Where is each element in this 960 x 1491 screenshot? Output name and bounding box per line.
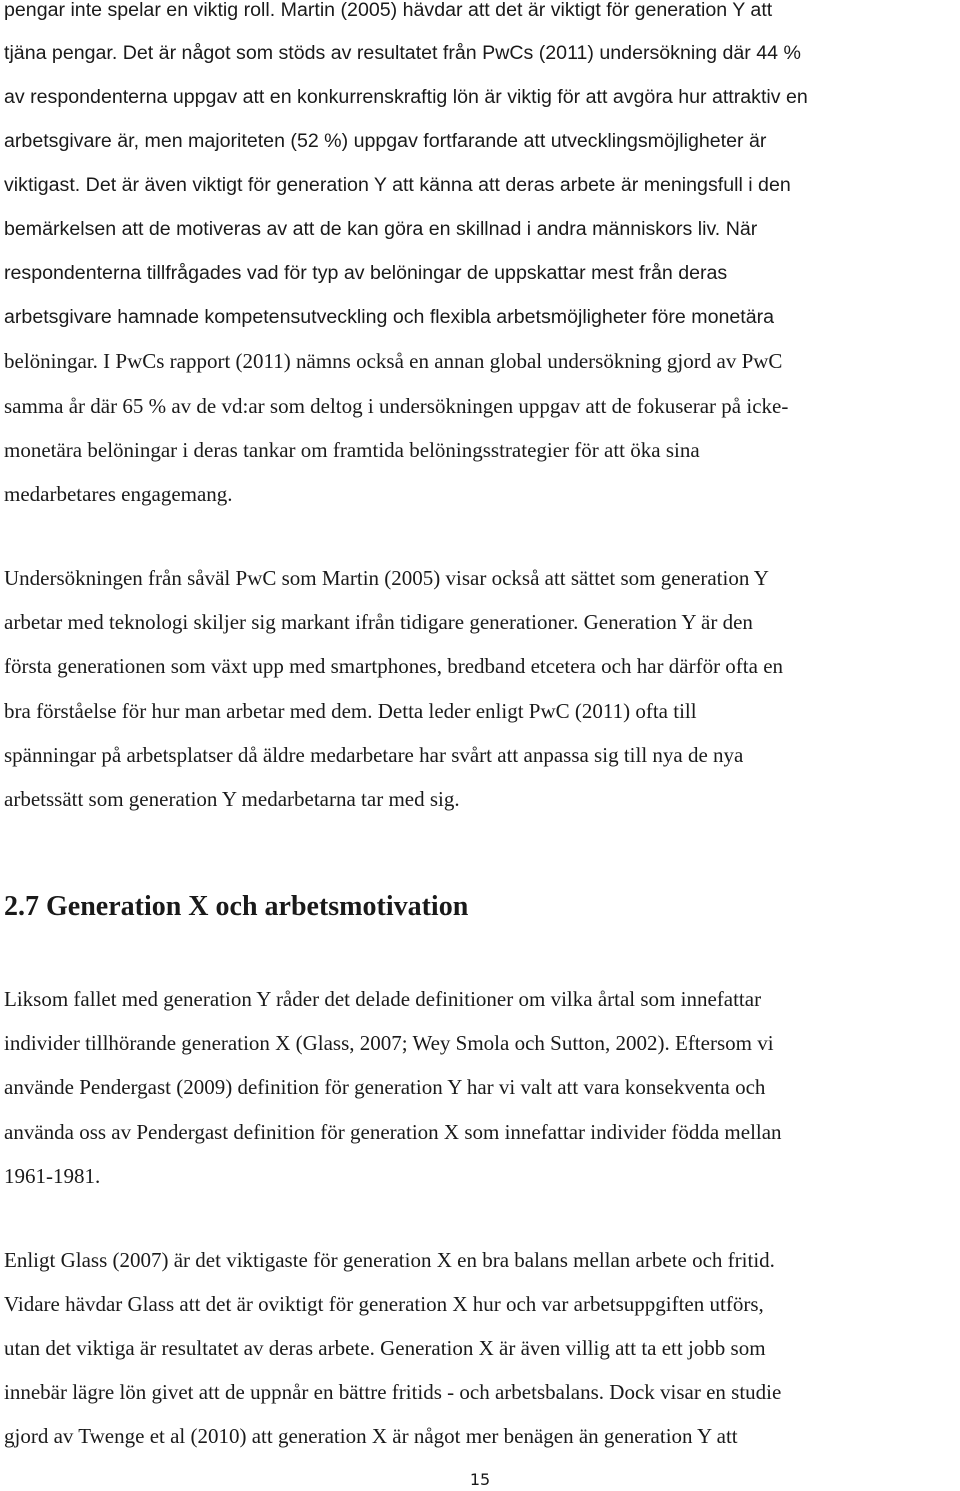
text-line: bra förståelse för hur man arbetar med dem. Detta leder enligt PwC (2011) ofta till — [4, 699, 697, 723]
text-line: första generationen som växt upp med smartphones, bredband etcetera och har därför ofta en — [4, 654, 784, 678]
text-line: Undersökningen från såväl PwC som Martin (2005) visar också att sättet som generation Y — [4, 566, 769, 590]
text-line: Liksom fallet med generation Y råder det delade definitioner om vilka årtal som innefattar — [4, 987, 762, 1011]
text-line: Vidare hävdar Glass att det är oviktigt för generation X hur och var arbetsuppgiften utförs, — [4, 1292, 764, 1316]
text-line: medarbetares engagemang. — [4, 482, 233, 506]
text-line: använde Pendergast (2009) definition för generation Y har vi valt att vara konsekventa och — [4, 1075, 766, 1099]
text-line: gjord av Twenge et al (2010) att generation X är något mer benägen än generation Y att — [4, 1424, 738, 1448]
text-line: arbetar med teknologi skiljer sig markant ifrån tidigare generationer. Generation Y är den — [4, 610, 753, 634]
text-line: arbetssätt som generation Y medarbetarna tar med sig. — [4, 787, 460, 811]
text-line: samma år där 65 % av de vd:ar som deltog i undersökningen uppgav att de fokuserar på icke- — [4, 394, 789, 418]
text-line: utan det viktiga är resultatet av deras arbete. Generation X är även villig att ta ett jobb som — [4, 1336, 766, 1360]
text-line: pengar inte spelar en viktig roll. Martin (2005) hävdar att det är viktigt för generation Y att — [4, 0, 773, 21]
text-line: tjäna pengar. Det är något som stöds av resultatet från PwCs (2011) undersökning där 44 % — [4, 42, 801, 64]
text-line: arbetsgivare är, men majoriteten (52 %) uppgav fortfarande att utvecklingsmöjligheter är — [4, 130, 767, 152]
text-line: bemärkelsen att de motiveras av att de kan göra en skillnad i andra människors liv. När — [4, 218, 758, 240]
page-number: 15 — [469, 1470, 491, 1489]
text-line: individer tillhörande generation X (Glass, 2007; Wey Smola och Sutton, 2002). Eftersom vi — [4, 1031, 774, 1055]
text-line: spänningar på arbetsplatser då äldre medarbetare har svårt att anpassa sig till nya de nya — [4, 743, 744, 767]
text-line: belöningar. I PwCs rapport (2011) nämns också en annan global undersökning gjord av PwC — [4, 349, 783, 373]
text-line: använda oss av Pendergast definition för generation X som innefattar individer födda mellan — [4, 1120, 782, 1144]
text-line: respondenterna tillfrågades vad för typ av belöningar de uppskattar mest från deras — [4, 262, 728, 284]
text-line: arbetsgivare hamnade kompetensutveckling och flexibla arbetsmöjligheter före monetära — [4, 306, 775, 328]
text-line: 1961-1981. — [4, 1164, 101, 1188]
text-line: innebär lägre lön givet att de uppnår en bättre fritids - och arbetsbalans. Dock visar en studie — [4, 1380, 782, 1404]
text-line: av respondenterna uppgav att en konkurrenskraftig lön är viktig för att avgöra hur attraktiv en — [4, 86, 808, 108]
text-line: viktigast. Det är även viktigt för generation Y att känna att deras arbete är meningsfull i den — [4, 174, 791, 196]
text-line: Enligt Glass (2007) är det viktigaste för generation X en bra balans mellan arbete och fritid. — [4, 1248, 775, 1272]
text-line: monetära belöningar i deras tankar om framtida belöningsstrategier för att öka sina — [4, 438, 700, 462]
section-heading: 2.7 Generation X och arbetsmotivation — [4, 891, 469, 922]
